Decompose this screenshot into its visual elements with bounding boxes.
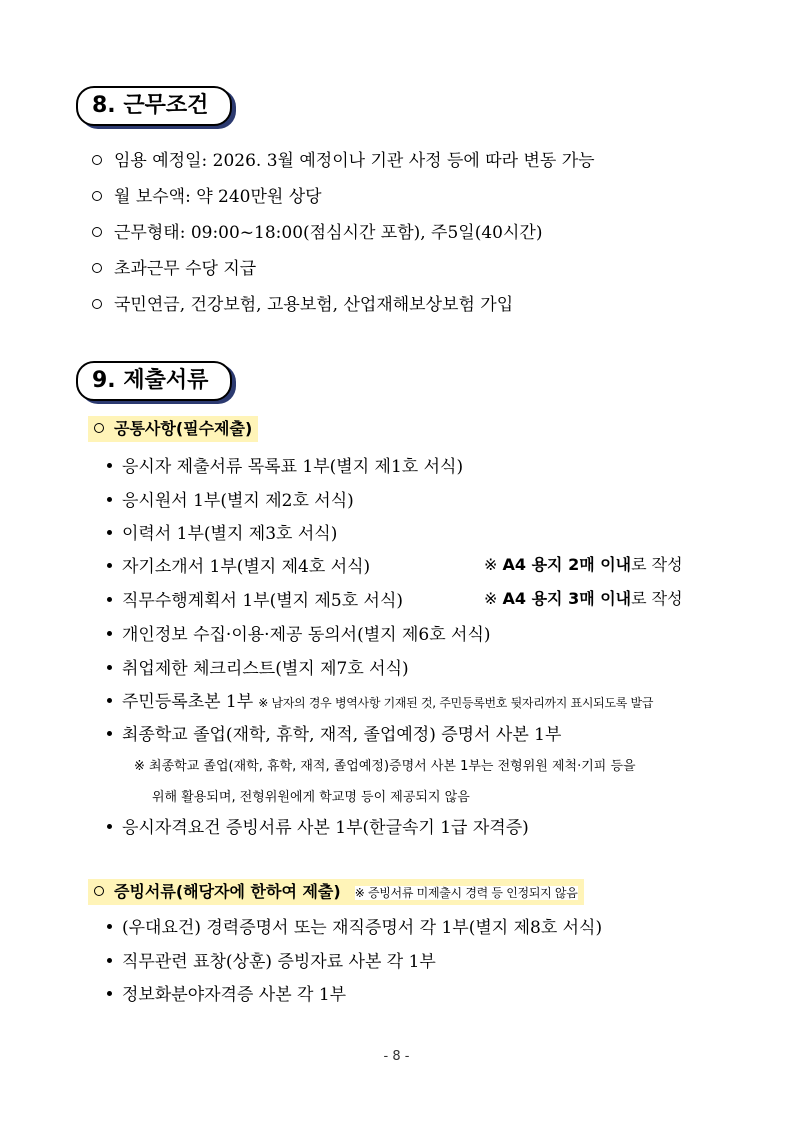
condition-text: 임용 예정일: 2026. 3월 예정이나 기관 사정 등에 따라 변동 가능 xyxy=(114,151,595,171)
section-9-heading: 9. 제출서류 xyxy=(76,361,232,401)
note-suffix: 로 작성 xyxy=(631,555,683,574)
evidence-docs-heading xyxy=(88,879,584,905)
document-text: 직무수행계획서 1부(별지 제5호 서식) xyxy=(122,591,404,611)
evidence-item xyxy=(107,980,346,1005)
condition-item xyxy=(92,182,322,207)
circle-bullet-icon xyxy=(94,423,104,433)
document-text: 자기소개서 1부(별지 제4호 서식) xyxy=(122,557,371,577)
school-certificate-note: ※ 최종학교 졸업(재학, 휴학, 재적, 졸업예정)증명서 사본 1부는 전형위원 제척·기피 등을 xyxy=(134,759,636,774)
common-docs-heading-text: 공통사항(필수제출) xyxy=(114,419,253,438)
resident-register-note: ※ 남자의 경우 병역사항 기재된 것, 주민등록번호 뒷자리까지 표시되도록 발급 xyxy=(258,696,654,710)
dot-bullet-icon xyxy=(107,824,112,829)
condition-item xyxy=(92,290,513,315)
document-text: 취업제한 체크리스트(별지 제7호 서식) xyxy=(122,659,409,679)
document-item xyxy=(107,519,337,544)
document-item xyxy=(107,552,370,577)
common-docs-heading xyxy=(88,416,258,442)
dot-bullet-icon xyxy=(107,563,112,568)
circle-bullet-icon xyxy=(94,886,104,896)
evidence-text: (우대요건) 경력증명서 또는 재직증명서 각 1부(별지 제8호 서식) xyxy=(122,918,603,938)
document-item xyxy=(107,687,653,712)
document-text: 응시자격요건 증빙서류 사본 1부(한글속기 1급 자격증) xyxy=(122,818,529,838)
document-text: 주민등록초본 1부 xyxy=(122,692,254,712)
document-text: 응시원서 1부(별지 제2호 서식) xyxy=(122,491,354,511)
evidence-item xyxy=(107,947,436,972)
document-item xyxy=(107,813,529,838)
condition-text: 월 보수액: 약 240만원 상당 xyxy=(114,187,322,207)
document-item xyxy=(107,654,409,679)
document-text: 이력서 1부(별지 제3호 서식) xyxy=(122,524,338,544)
document-item xyxy=(107,586,403,611)
dot-bullet-icon xyxy=(107,924,112,929)
condition-item xyxy=(92,218,542,243)
document-item xyxy=(107,720,561,745)
circle-bullet-icon xyxy=(92,227,102,237)
dot-bullet-icon xyxy=(107,665,112,670)
condition-item xyxy=(92,146,595,171)
condition-text: 근무형태: 09:00~18:00(점심시간 포함), 주5일(40시간) xyxy=(114,223,543,243)
document-text: 최종학교 졸업(재학, 휴학, 재적, 졸업예정) 증명서 사본 1부 xyxy=(122,725,562,745)
circle-bullet-icon xyxy=(92,263,102,273)
evidence-text: 정보화분야자격증 사본 각 1부 xyxy=(122,985,347,1005)
evidence-note: ※ 증빙서류 미제출시 경력 등 인정되지 않음 xyxy=(354,886,578,900)
evidence-text: 직무관련 표창(상훈) 증빙자료 사본 각 1부 xyxy=(122,952,436,972)
section-8-heading: 8. 근무조건 xyxy=(76,86,232,126)
circle-bullet-icon xyxy=(92,155,102,165)
document-text: 개인정보 수집·이용·제공 동의서(별지 제6호 서식) xyxy=(122,625,491,645)
dot-bullet-icon xyxy=(107,958,112,963)
plan-page-limit-note xyxy=(484,586,683,609)
dot-bullet-icon xyxy=(107,631,112,636)
evidence-docs-heading-text: 증빙서류(해당자에 한하여 제출) xyxy=(114,882,341,901)
circle-bullet-icon xyxy=(92,299,102,309)
dot-bullet-icon xyxy=(107,463,112,468)
document-item xyxy=(107,620,491,645)
page-number: - 8 - xyxy=(383,1049,410,1064)
dot-bullet-icon xyxy=(107,530,112,535)
note-emphasis: A4 용지 2매 이내 xyxy=(502,555,632,574)
dot-bullet-icon xyxy=(107,731,112,736)
circle-bullet-icon xyxy=(92,191,102,201)
note-prefix: ※ xyxy=(484,555,503,574)
dot-bullet-icon xyxy=(107,991,112,996)
condition-text: 국민연금, 건강보험, 고용보험, 산업재해보상보험 가입 xyxy=(114,295,514,315)
document-item xyxy=(107,486,354,511)
condition-item xyxy=(92,254,256,279)
evidence-item xyxy=(107,913,602,938)
note-suffix: 로 작성 xyxy=(631,589,683,608)
document-item xyxy=(107,452,463,477)
dot-bullet-icon xyxy=(107,698,112,703)
note-prefix: ※ xyxy=(484,589,503,608)
condition-text: 초과근무 수당 지급 xyxy=(114,259,257,279)
document-text: 응시자 제출서류 목록표 1부(별지 제1호 서식) xyxy=(122,457,464,477)
dot-bullet-icon xyxy=(107,497,112,502)
dot-bullet-icon xyxy=(107,597,112,602)
sop-page-limit-note xyxy=(484,552,683,575)
school-certificate-note-continued: 위해 활용되며, 전형위원에게 학교명 등이 제공되지 않음 xyxy=(152,790,470,805)
note-emphasis: A4 용지 3매 이내 xyxy=(502,589,632,608)
